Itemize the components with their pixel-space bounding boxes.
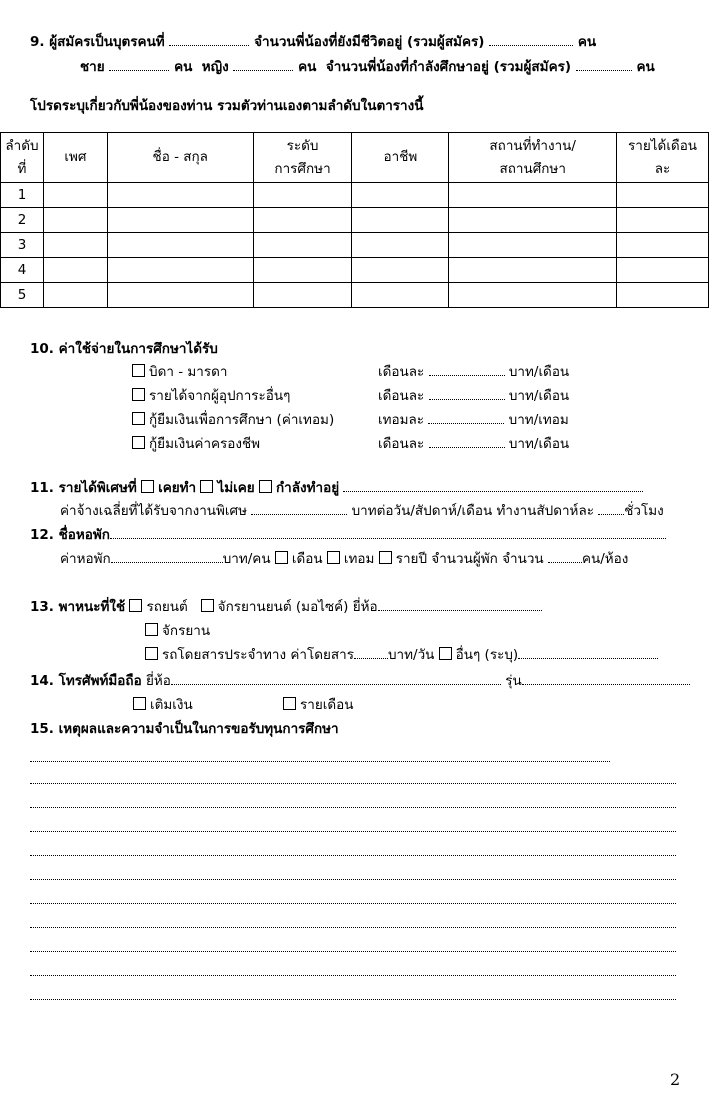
female-count-field[interactable] [233, 58, 293, 71]
unit-label: คน [636, 59, 655, 75]
table-row[interactable] [1, 258, 709, 283]
q13-line1: 13. พาหนะที่ใช้ รถยนต์ จักรยานยนต์ (มอไซค์) ยี่ห้อ [30, 597, 542, 617]
reason-line[interactable] [30, 999, 676, 1000]
col-education-header: ระดับ การศึกษา [253, 133, 352, 183]
q9-line1 [30, 32, 596, 52]
reason-line[interactable] [30, 855, 676, 856]
dorm-name-field[interactable] [110, 526, 666, 539]
reason-line[interactable] [30, 831, 676, 832]
table-row[interactable] [1, 283, 709, 308]
wage-field[interactable] [251, 502, 347, 515]
studying-siblings-label: จำนวนพี่น้องที่กำลังศึกษาอยู่ (รวมผู้สมัคร) [325, 59, 572, 75]
col-gender-header: เพศ [43, 133, 107, 183]
checkbox-bus[interactable] [145, 647, 158, 660]
q15-title: 15. เหตุผลและความจำเป็นในการขอรับทุนการศึกษา [30, 721, 339, 737]
page-number: 2 [670, 1070, 681, 1089]
checkbox[interactable] [132, 388, 145, 401]
col-order-header: ลำดับ ที่ [1, 133, 44, 183]
table-row[interactable] [1, 183, 709, 208]
q10-amount: เดือนละ บาท/เดือน [378, 436, 570, 452]
q9-unit-label: คน [577, 34, 597, 50]
living-siblings-field[interactable] [489, 33, 573, 46]
amount-field[interactable] [428, 411, 504, 424]
checkbox-prepaid[interactable] [133, 697, 146, 710]
table-row[interactable] [1, 208, 709, 233]
row-number: 2 [1, 208, 44, 233]
q10-item[interactable]: กู้ยืมเงินเพื่อการศึกษา (ค่าเทอม) [132, 410, 334, 430]
row-number: 1 [1, 183, 44, 208]
reason-line[interactable] [30, 951, 676, 952]
reason-line[interactable] [30, 975, 676, 976]
q13-line3: รถโดยสารประจำทาง ค่าโดยสาร บาท/วัน อื่นๆ (ระบุ) [145, 645, 658, 665]
checkbox-monthly[interactable] [283, 697, 296, 710]
checkbox-car[interactable] [129, 599, 142, 612]
reason-line[interactable] [30, 927, 676, 928]
col-income-header: รายได้เดือน ละ [617, 133, 709, 183]
q10-item[interactable]: บิดา - มารดา [132, 362, 227, 382]
col-name-header: ชื่อ - สกุล [107, 133, 253, 183]
q9-birth-order-label: 9. ผู้สมัครเป็นบุตรคนที่ [30, 34, 165, 50]
female-label: หญิง [201, 59, 229, 75]
checkbox[interactable] [132, 436, 145, 449]
q12-line2: ค่าหอพัก บาท/คน เดือน เทอม รายปี จำนวนผู้พัก จำนวน คน/ห้อง [60, 551, 629, 567]
checkbox-motorbike[interactable] [201, 599, 214, 612]
male-label: ชาย [80, 59, 105, 75]
studying-siblings-field[interactable] [576, 58, 632, 71]
q10-item[interactable]: รายได้จากผู้อุปการะอื่นๆ [132, 386, 290, 406]
amount-field[interactable] [429, 363, 505, 376]
hours-field[interactable] [598, 502, 624, 515]
checkbox-year[interactable] [379, 551, 392, 564]
row-number: 4 [1, 258, 44, 283]
checkbox-other[interactable] [439, 647, 452, 660]
job-detail-field[interactable] [343, 479, 643, 492]
q10-item[interactable]: กู้ยืมเงินค่าครองชีพ [132, 434, 260, 454]
checkbox-bicycle[interactable] [145, 623, 158, 636]
q10-title: 10. ค่าใช้จ่ายในการศึกษาได้รับ [30, 341, 218, 357]
phone-model-field[interactable] [522, 672, 690, 685]
amount-field[interactable] [429, 435, 505, 448]
rent-field[interactable] [111, 550, 223, 563]
q14-line2: เติมเงิน [133, 695, 193, 715]
checkbox[interactable] [132, 412, 145, 425]
checkbox-never[interactable] [200, 480, 213, 493]
col-occupation-header: อาชีพ [352, 133, 449, 183]
phone-brand-field[interactable] [171, 672, 501, 685]
motorbike-brand-field[interactable] [378, 598, 542, 611]
row-number: 3 [1, 233, 44, 258]
reason-line[interactable] [30, 879, 676, 880]
row-number: 5 [1, 283, 44, 308]
q9-living-siblings-label: จำนวนพี่น้องที่ยังมีชีวิตอยู่ (รวมผู้สมัคร) [254, 34, 485, 50]
col-workplace-header: สถานที่ทำงาน/ สถานศึกษา [449, 133, 617, 183]
q13-line2: จักรยาน [145, 621, 210, 641]
q12-line1: 12. ชื่อหอพัก [30, 525, 666, 545]
checkbox[interactable] [132, 364, 145, 377]
q11-line2: ค่าจ้างเฉลี่ยที่ได้รับจากงานพิเศษ บาทต่อวัน/สัปดาห์/เดือน ทำงานสัปดาห์ละ ชั่วโมง [60, 503, 664, 519]
reason-line[interactable] [30, 783, 676, 784]
q10-amount: เดือนละ บาท/เดือน [378, 364, 570, 380]
siblings-instruction: โปรดระบุเกี่ยวกับพี่น้องของท่าน รวมตัวท่านเองตามลำดับในตารางนี้ [30, 98, 424, 114]
birth-order-field[interactable] [169, 33, 249, 46]
q10-amount: เทอมละ บาท/เทอม [378, 412, 569, 428]
q9-line2 [80, 57, 655, 77]
unit-label: คน [298, 59, 317, 75]
table-header-row [1, 133, 709, 183]
table-row[interactable] [1, 233, 709, 258]
q14-line3: รายเดือน [283, 695, 353, 715]
reason-line[interactable] [30, 807, 676, 808]
other-vehicle-field[interactable] [518, 646, 658, 659]
q14-line1: 14. โทรศัพท์มือถือ ยี่ห้อ รุ่น [30, 671, 690, 691]
checkbox-used-to[interactable] [141, 480, 154, 493]
roommates-field[interactable] [548, 550, 582, 563]
male-count-field[interactable] [109, 58, 169, 71]
reason-line[interactable] [30, 761, 610, 762]
amount-field[interactable] [429, 387, 505, 400]
checkbox-month[interactable] [275, 551, 288, 564]
q11-line1: 11. รายได้พิเศษที่ เคยทำ ไม่เคย กำลังทำอยู่ [30, 478, 643, 498]
siblings-table [0, 132, 709, 308]
q10-amount: เดือนละ บาท/เดือน [378, 388, 570, 404]
checkbox-term[interactable] [327, 551, 340, 564]
reason-line[interactable] [30, 903, 676, 904]
unit-label: คน [174, 59, 193, 75]
checkbox-currently[interactable] [259, 480, 272, 493]
fare-field[interactable] [354, 646, 388, 659]
